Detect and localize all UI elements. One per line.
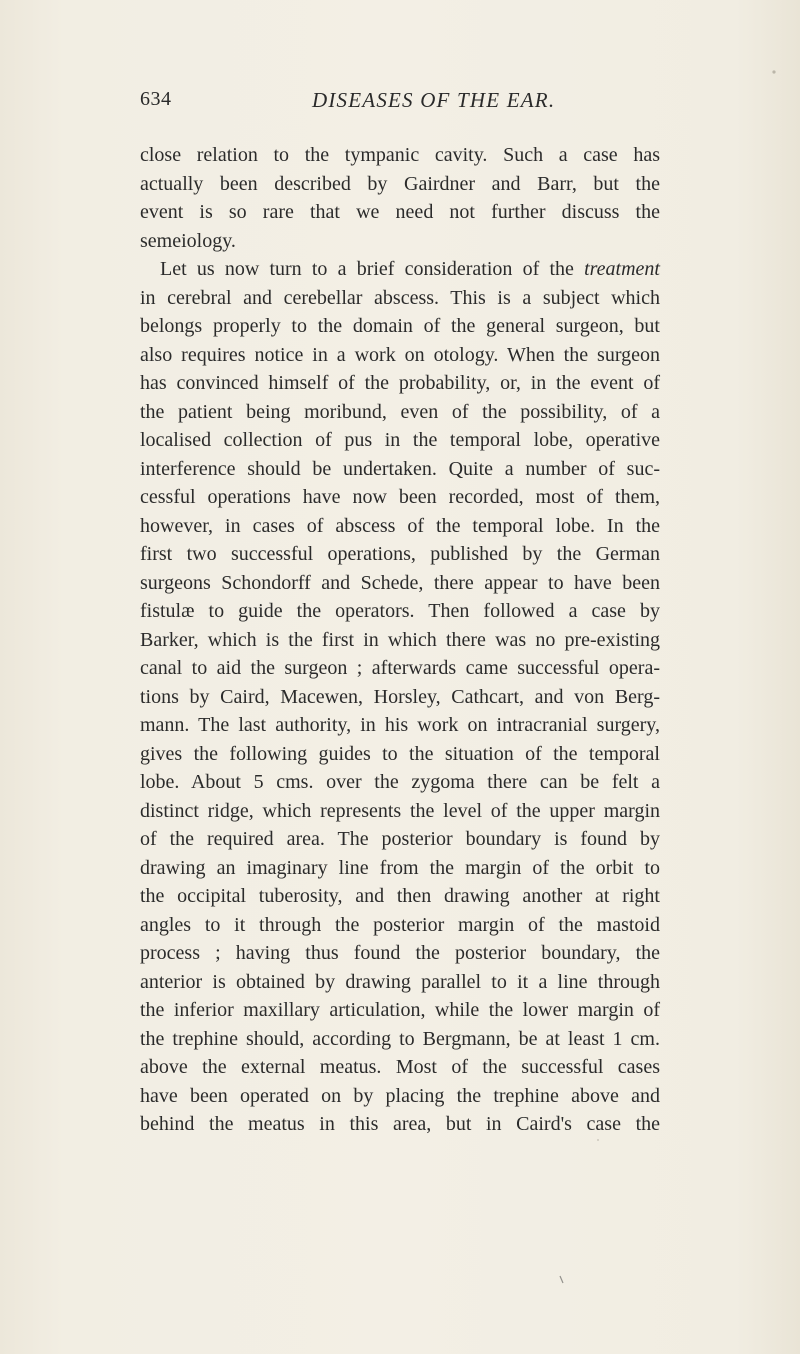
text-line: event is so rare that we need not further discuss the [140,201,660,223]
text-line: fistulæ to guide the operators. Then followed a case by [140,600,660,622]
text-line: has convinced himself of the probability, or, in the event of [140,372,660,394]
text-line: mann. The last authority, in his work on intracranial surgery, [140,714,660,736]
running-head [140,88,660,120]
text-line: behind the meatus in this area, but in Caird's case the [140,1113,660,1135]
text-line: the inferior maxillary articulation, while the lower margin of [140,999,660,1021]
page-number: 634 [140,88,172,110]
text-line: the occipital tuberosity, and then drawing another at right [140,885,660,907]
text-line: surgeons Schondorff and Schede, there appear to have been [140,571,660,594]
text-line: distinct ridge, which represents the level of the upper margin [140,799,660,822]
text-line: first two successful operations, published by the German [140,543,660,565]
chapter-title: DISEASES OF THE EAR. [312,88,556,112]
body-text [140,141,660,1139]
text-line: of the required area. The posterior boundary is found by [140,828,660,850]
text-line: close relation to the tympanic cavity. Such a case has [140,144,660,166]
text-line: lobe. About 5 cms. over the zygoma there can be felt a [140,771,660,793]
text-line: canal to aid the surgeon ; afterwards came successful opera- [140,657,660,679]
text-line: the patient being moribund, even of the possibility, of a [140,400,660,423]
text-line: gives the following guides to the situation of the temporal [140,742,660,765]
text-line: above the external meatus. Most of the successful cases [140,1056,660,1078]
italic-term: treatment [584,258,660,280]
text-line: in cerebral and cerebellar abscess. This is a subject which [140,286,660,309]
text-line: localised collection of pus in the temporal lobe, operative [140,429,660,451]
text-line: however, in cases of abscess of the temporal lobe. In the [140,514,660,537]
text-line: drawing an imaginary line from the margin of the orbit to [140,856,660,879]
text-line: semeiology. [140,229,236,252]
text-line: angles to it through the posterior margin of the mastoid [140,913,660,936]
text-line: actually been described by Gairdner and Barr, but the [140,172,660,195]
text-line: the trephine should, according to Bergmann, be at least 1 cm. [140,1027,660,1050]
text-line: tions by Caird, Macewen, Horsley, Cathcart, and von Berg- [140,685,660,708]
text-line: Barker, which is the first in which there was no pre-existing [140,628,660,651]
text-line-with-italic: Let us now turn to a brief consideration of the treatment [160,258,660,280]
text-line: also requires notice in a work on otology. When the surgeon [140,343,660,366]
text-line: belongs properly to the domain of the general surgeon, but [140,315,660,337]
text-line: process ; having thus found the posterior boundary, the [140,942,660,964]
text-line: interference should be undertaken. Quite a number of suc- [140,457,660,480]
text-line: have been operated on by placing the trephine above and [140,1084,660,1107]
text-line: cessful operations have now been recorded, most of them, [140,486,660,508]
text-line: anterior is obtained by drawing parallel to it a line through [140,970,660,993]
